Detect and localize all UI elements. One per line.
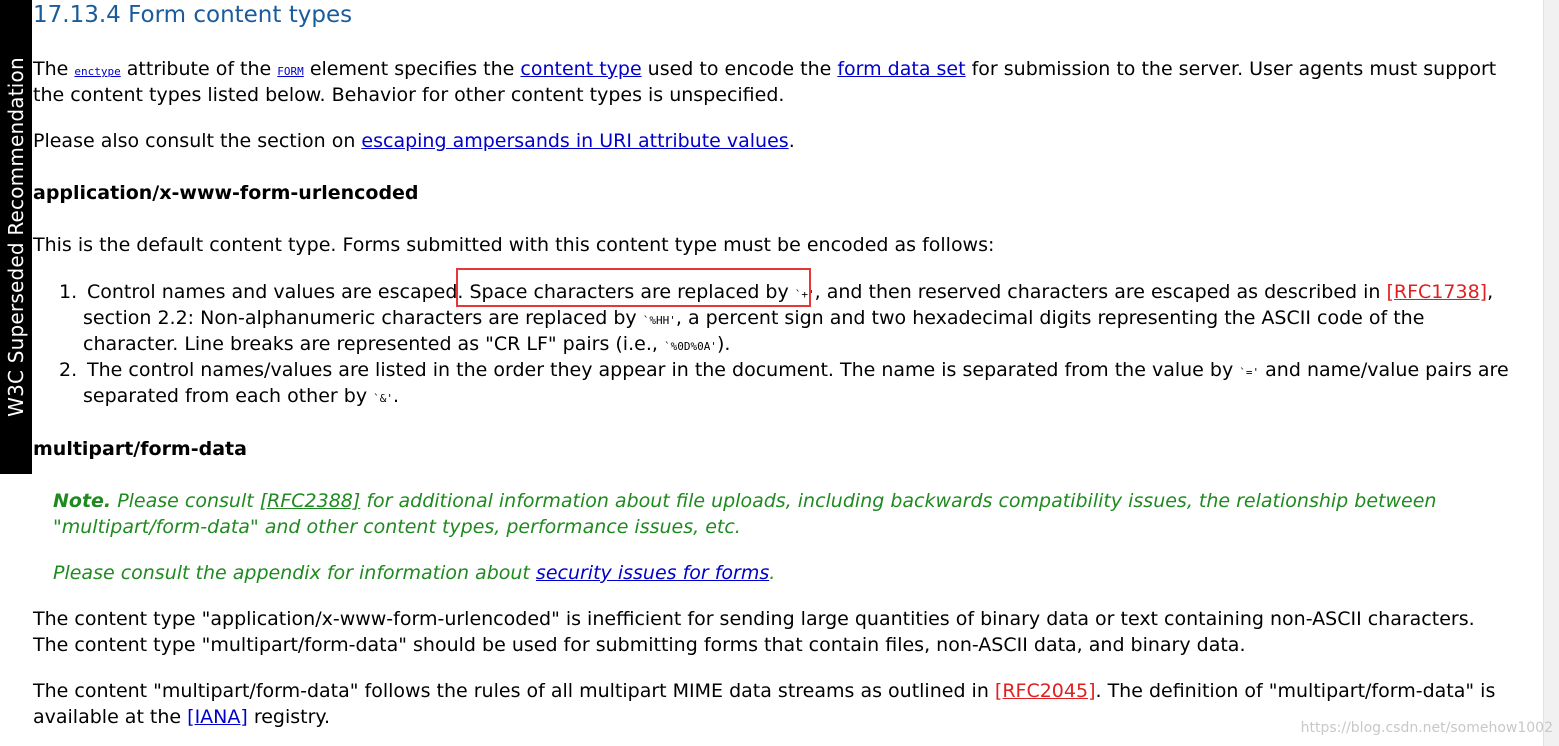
escaping-ampersands-link[interactable]: escaping ampersands in URI attribute values bbox=[361, 130, 789, 152]
appendix-note: Please consult the appendix for information about security issues for forms. bbox=[53, 562, 776, 584]
list-item-2-line1: 2. The control names/values are listed in the order they appear in the document. The name is separated from the value by `=' and name/value pairs are bbox=[59, 359, 1509, 381]
watermark: https://blog.csdn.net/somehow1002 bbox=[1300, 720, 1553, 736]
list-item-1-line2: section 2.2: Non-alphanumeric characters are replaced by `%HH', a percent sign and two hexadecimal digits representing the ASCII code of the bbox=[83, 307, 1425, 329]
form-data-set-link[interactable]: form data set bbox=[837, 58, 966, 80]
note-line2: "multipart/form-data" and other content types, performance issues, etc. bbox=[53, 516, 741, 538]
w3c-status-banner bbox=[0, 0, 32, 474]
highlighted-text: Space characters are replaced by bbox=[469, 281, 795, 303]
content-type-link[interactable]: content type bbox=[520, 58, 642, 80]
form-element-link[interactable]: FORM bbox=[277, 65, 304, 78]
iana-link[interactable]: [IANA] bbox=[187, 706, 248, 728]
note-line1: Note. Please consult [RFC2388] for additional information about file uploads, including backwards compatibility issues, the relationship between bbox=[53, 490, 1437, 512]
efficiency-paragraph-line1: The content type "application/x-www-form-urlencoded" is inefficient for sending large quantities of binary data or text containing non-ASCII characters. bbox=[33, 608, 1475, 630]
multipart-heading: multipart/form-data bbox=[33, 438, 247, 460]
rfc2388-link[interactable]: [RFC2388] bbox=[259, 490, 361, 512]
section-title: 17.13.4 Form content types bbox=[33, 2, 353, 28]
escaping-paragraph: Please also consult the section on escaping ampersands in URI attribute values. bbox=[33, 130, 795, 152]
rfc1738-link[interactable]: [RFC1738] bbox=[1386, 281, 1488, 303]
mime-paragraph-line1: The content "multipart/form-data" follows the rules of all multipart MIME data streams as outlined in [RFC2045]. The definition of "multipart/form-data" is bbox=[33, 680, 1496, 702]
urlencoded-heading: application/x-www-form-urlencoded bbox=[33, 182, 419, 204]
security-issues-link[interactable]: security issues for forms bbox=[535, 562, 770, 584]
highlight-box bbox=[456, 268, 811, 307]
note-label: Note. bbox=[53, 490, 112, 512]
efficiency-paragraph-line2: The content type "multipart/form-data" should be used for submitting forms that contain files, non-ASCII data, and binary data. bbox=[33, 634, 1246, 656]
intro-paragraph-line2: the content types listed below. Behavior for other content types is unspecified. bbox=[33, 84, 785, 106]
list-item-1-line1: 1. Control names and values are escaped. Space characters are replaced by `+', and then reserved characters are escaped as described in [RFC1738], bbox=[59, 281, 1494, 303]
list-item-2-line2: separated from each other by `&'. bbox=[83, 385, 400, 407]
rfc2045-link[interactable]: [RFC2045] bbox=[994, 680, 1096, 702]
urlencoded-description: This is the default content type. Forms submitted with this content type must be encoded as follows: bbox=[33, 234, 995, 256]
list-number: 1. bbox=[59, 281, 78, 303]
mime-paragraph-line2: available at the [IANA] registry. bbox=[33, 706, 330, 728]
intro-paragraph-line1: The enctype attribute of the FORM element specifies the content type used to encode the form data set for submission to the server. User agents must support bbox=[33, 58, 1497, 80]
list-item-1-line3: character. Line breaks are represented as "CR LF" pairs (i.e., `%0D%0A'). bbox=[83, 333, 731, 355]
enctype-attribute-link[interactable]: enctype bbox=[74, 65, 121, 78]
vertical-scrollbar[interactable] bbox=[1543, 0, 1559, 746]
list-number: 2. bbox=[59, 359, 78, 381]
banner-text: W3C Superseded Recommendation bbox=[4, 57, 28, 417]
